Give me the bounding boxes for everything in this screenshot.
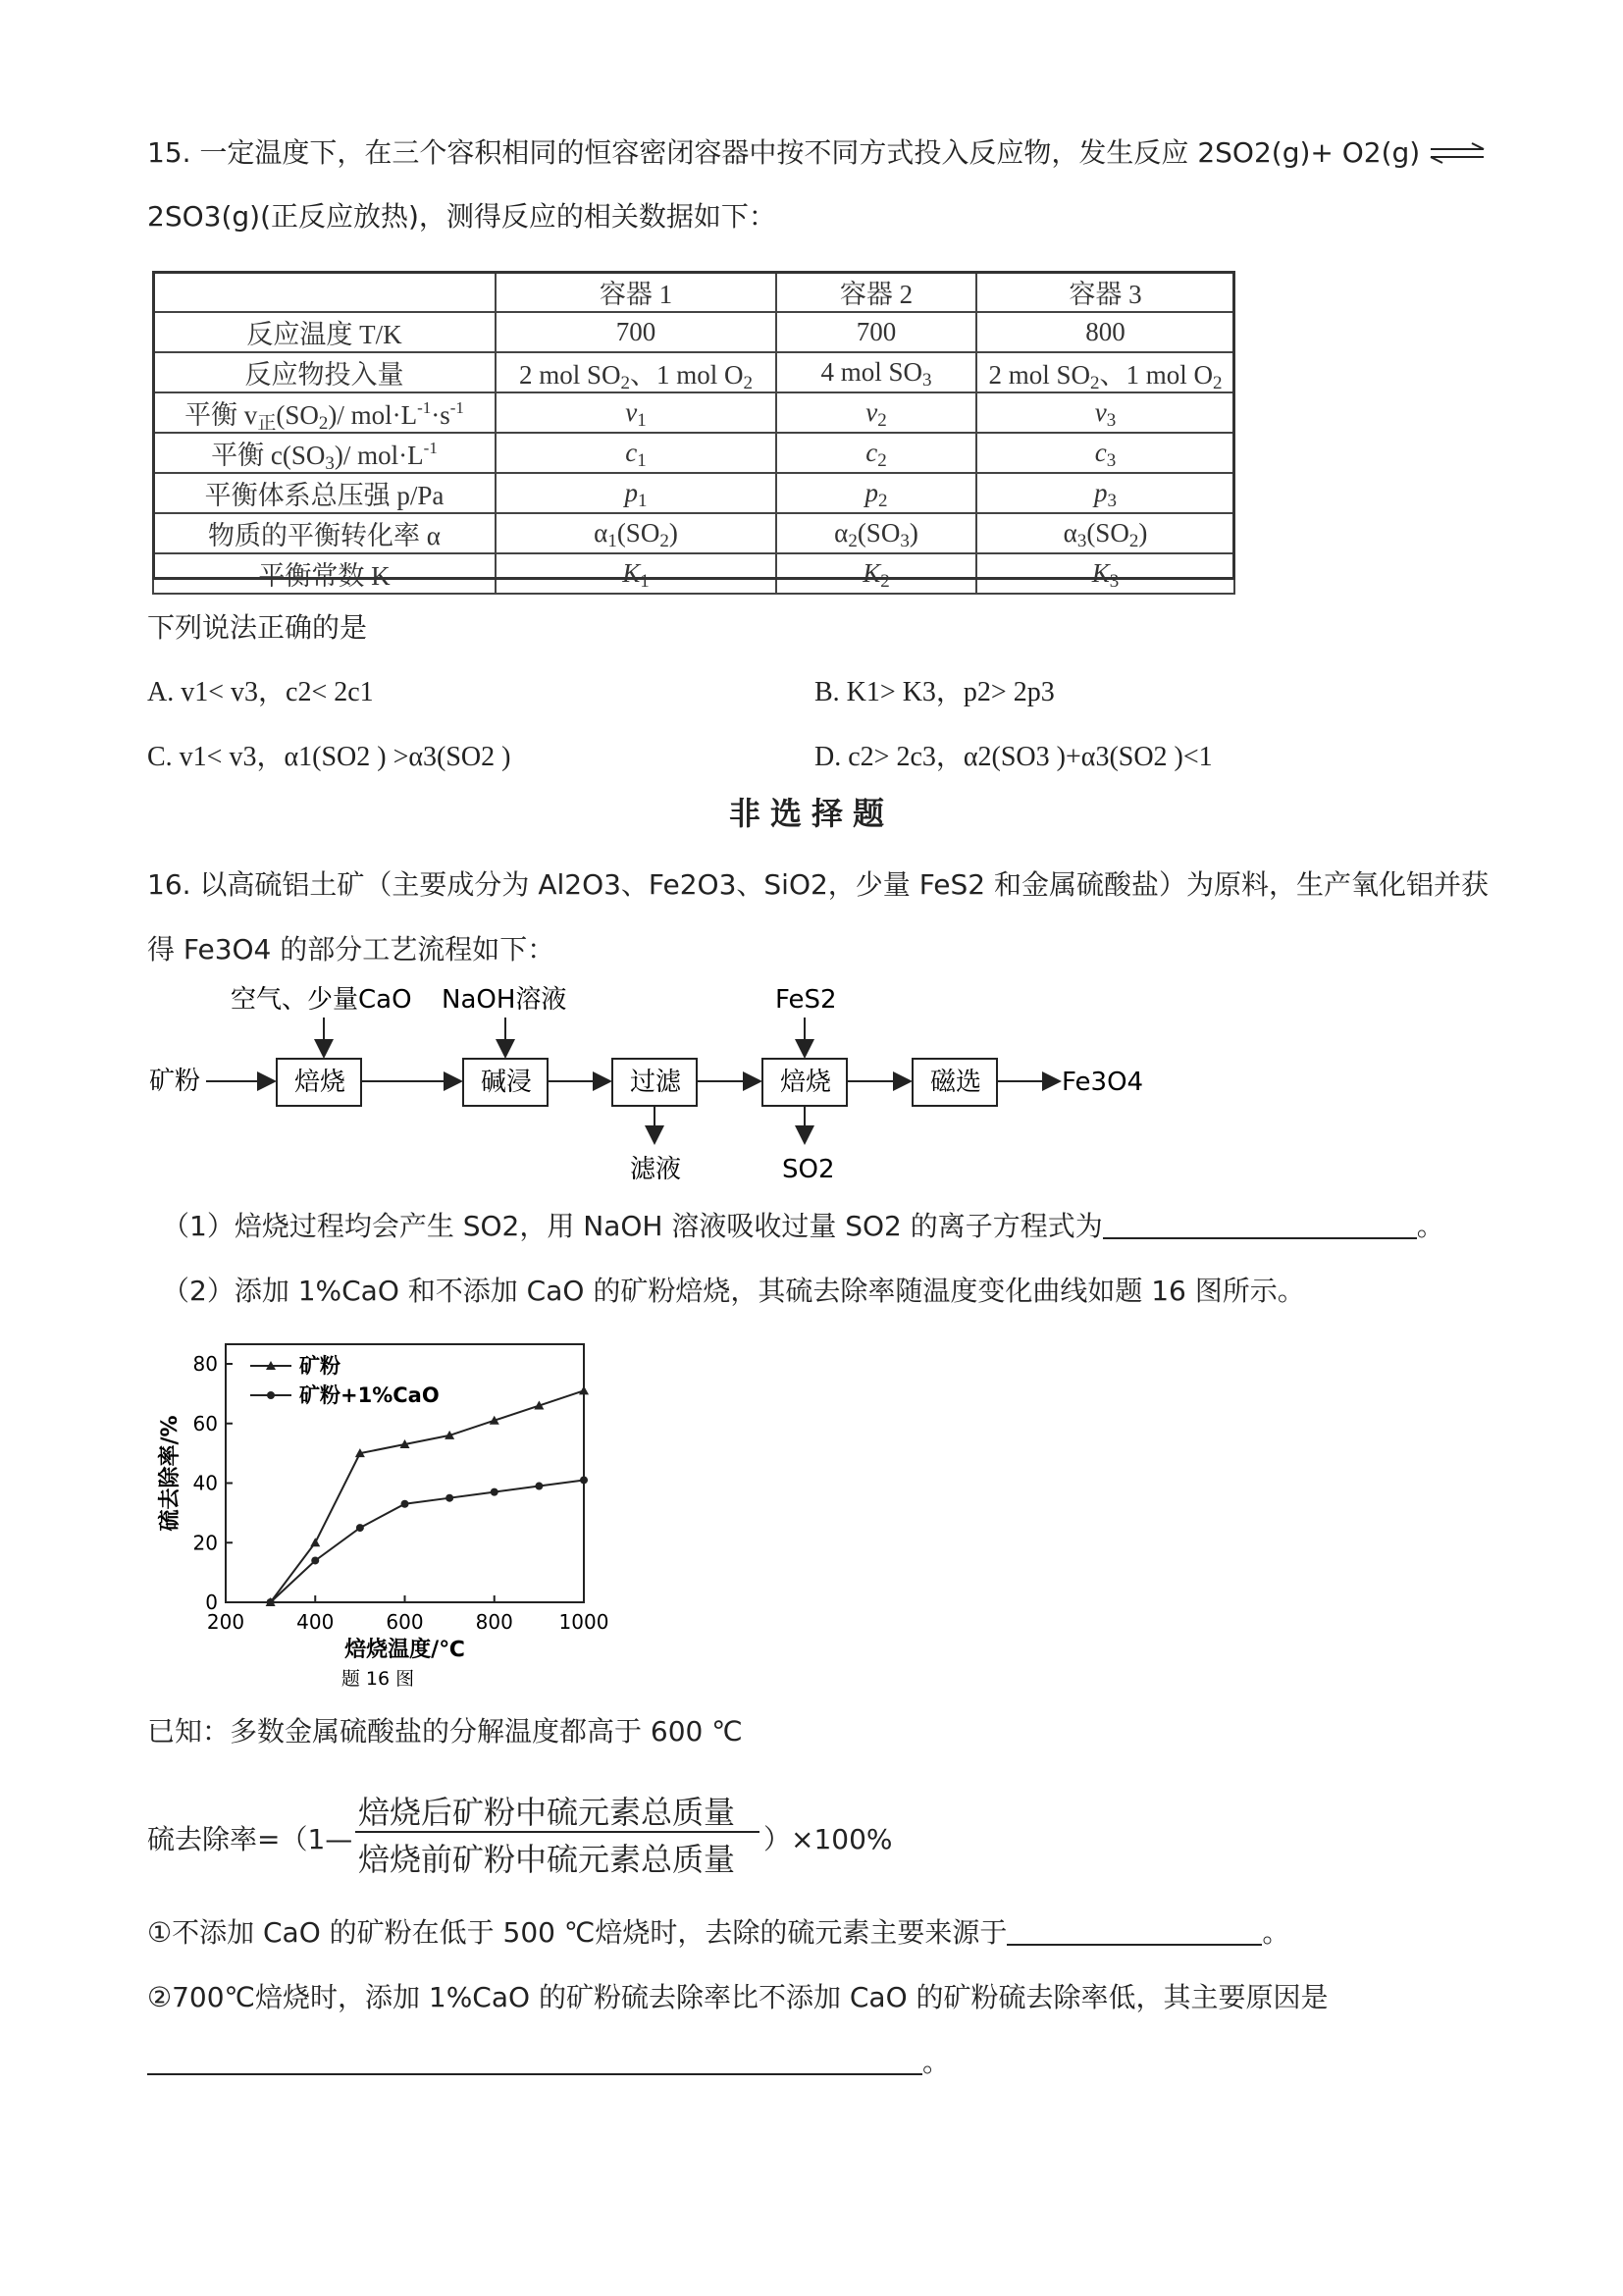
- table-cell: $p_2$: [776, 473, 976, 513]
- q16-known: 已知：多数金属硫酸盐的分解温度都高于 600 ℃: [147, 1715, 743, 1748]
- table-cell: $v_3$: [976, 392, 1234, 433]
- table-row-label: 反应温度 T/K: [153, 312, 496, 352]
- flow-box-filter-label: 过滤: [630, 1068, 682, 1097]
- table-row: [153, 553, 1234, 594]
- data-point: [310, 1538, 320, 1546]
- answer-blank[interactable]: [1007, 1916, 1262, 1946]
- table-cell: $p_3$: [976, 473, 1234, 513]
- answer-blank[interactable]: [147, 2046, 922, 2075]
- series-line: [271, 1390, 584, 1602]
- option-a: A. v1< v3，c2< 2c1: [147, 677, 374, 707]
- table-cell: $K_1$: [496, 553, 776, 594]
- table-row: [153, 513, 1234, 553]
- x-tick-label: 800: [475, 1610, 513, 1634]
- q16-sub1-text: ①不添加 CaO 的矿粉在低于 500 ℃焙烧时，去除的硫元素主要来源于: [147, 1916, 1008, 1949]
- table-row: [153, 272, 1234, 312]
- x-tick-label: 200: [206, 1610, 245, 1634]
- x-axis-label: 焙烧温度/℃: [344, 1638, 465, 1662]
- formula-denominator: 焙烧前矿粉中硫元素总质量: [358, 1841, 736, 1878]
- option-d: D. c2> 2c3，α2(SO3 )+α3(SO2 )<1: [814, 742, 1213, 772]
- y-axis-label: 硫去除率/%: [158, 1415, 183, 1532]
- table-cell: 2 mol $SO_2$、1 mol $O_2$: [976, 352, 1234, 392]
- q16-sub1: ①不添加 CaO 的矿粉在低于 500 ℃焙烧时，去除的硫元素主要来源于 。: [147, 1916, 1290, 1949]
- flow-box-magnetic-label: 磁选: [930, 1068, 982, 1097]
- q16-intro-2: 得 Fe3O4 的部分工艺流程如下：: [147, 933, 555, 965]
- table-header: 容器 3: [976, 272, 1234, 312]
- equilibrium-arrow-icon: [1429, 142, 1488, 164]
- flow-input-air-cao: 空气、少量CaO: [231, 985, 412, 1015]
- formula-numerator: 焙烧后矿粉中硫元素总质量: [358, 1794, 736, 1831]
- flow-box-alkali-leach-label: 碱浸: [481, 1068, 533, 1097]
- sulfur-removal-chart: [147, 1330, 609, 1707]
- data-point: [356, 1524, 364, 1532]
- y-tick-label: 80: [192, 1352, 218, 1376]
- table-row-label: 物质的平衡转化率 α: [153, 513, 496, 553]
- flow-end-fe3o4: Fe3O4: [1062, 1068, 1144, 1097]
- legend-label: 矿粉: [299, 1354, 340, 1378]
- data-point: [401, 1500, 409, 1508]
- table-cell: 4 mol $SO_3$: [776, 352, 976, 392]
- flow-output-so2: SO2: [782, 1155, 835, 1184]
- table-row: [153, 352, 1234, 392]
- table-row-label: 平衡 $c(SO_3)/$ $mol\cdot L^{-1}$: [153, 433, 496, 473]
- answer-blank[interactable]: [1103, 1210, 1417, 1239]
- table-header-empty: [153, 272, 496, 312]
- x-tick-label: 400: [296, 1610, 335, 1634]
- table-cell: $\alpha_3(SO_2)$: [976, 513, 1234, 553]
- q15-prompt: 下列说法正确的是: [147, 611, 368, 644]
- q16-sub2: ②700℃焙烧时，添加 1%CaO 的矿粉硫去除率比不添加 CaO 的矿粉硫去除率低，其主要原因是: [147, 1981, 1329, 2013]
- section-title: 非选择题: [728, 795, 894, 832]
- table-row-label: 平衡常数 K: [153, 553, 496, 594]
- table-header: 容器 1: [496, 272, 776, 312]
- table-row-label: 反应物投入量: [153, 352, 496, 392]
- formula-rhs: ）×100%: [763, 1823, 893, 1855]
- table-cell: $c_3$: [976, 433, 1234, 473]
- q16-intro-1: 16. 以高硫铝土矿（主要成分为 Al2O3、Fe2O3、SiO2，少量 FeS2 和金属硫酸盐）为原料，生产氧化铝并获: [147, 868, 1490, 901]
- series-line: [271, 1480, 584, 1602]
- table-row-label: 平衡 $v_正(SO_2)/$ $mol\cdot L^{-1}\cdot s^{-1}$: [153, 392, 496, 433]
- q16-part1-text: （1）焙烧过程均会产生 SO2，用 NaOH 溶液吸收过量 SO2 的离子方程式为: [162, 1210, 1103, 1242]
- table-cell: 700: [776, 312, 976, 352]
- q15-text-1: 15. 一定温度下，在三个容积相同的恒容密闭容器中按不同方式投入反应物，发生反应 2SO2(g)+ O2(g): [147, 136, 1421, 169]
- data-point: [535, 1483, 543, 1490]
- formula-lhs: 硫去除率=（1—: [147, 1823, 353, 1855]
- table-cell: 2 mol $SO_2$、1 mol $O_2$: [496, 352, 776, 392]
- table-row: [153, 312, 1234, 352]
- table-cell: $K_3$: [976, 553, 1234, 594]
- q16-part2: （2）添加 1%CaO 和不添加 CaO 的矿粉焙烧，其硫去除率随温度变化曲线如题 16 图所示。: [162, 1275, 1305, 1307]
- flow-start-ore: 矿粉: [149, 1067, 201, 1096]
- q15-line2: 2SO3(g)(正反应放热)，测得反应的相关数据如下：: [147, 200, 776, 233]
- legend-label: 矿粉+1%CaO: [299, 1383, 440, 1407]
- flow-output-filtrate: 滤液: [630, 1155, 682, 1184]
- table-cell: 700: [496, 312, 776, 352]
- flow-box-roast-1-label: 焙烧: [294, 1068, 346, 1097]
- table-row: [153, 433, 1234, 473]
- table-cell: $v_2$: [776, 392, 976, 433]
- q15-line1: [147, 133, 1488, 173]
- table-cell: $\alpha_1(SO_2)$: [496, 513, 776, 553]
- legend-marker: [267, 1391, 275, 1399]
- flow-input-naoh: NaOH溶液: [442, 985, 567, 1015]
- table-row: [153, 473, 1234, 513]
- y-tick-label: 40: [192, 1471, 218, 1495]
- table-cell: $K_2$: [776, 553, 976, 594]
- reaction-data-table: [152, 271, 1235, 595]
- data-point: [311, 1556, 319, 1564]
- table-cell: $\alpha_2(SO_3)$: [776, 513, 976, 553]
- table-cell: $v_1$: [496, 392, 776, 433]
- data-point: [580, 1476, 588, 1484]
- table-cell: $c_2$: [776, 433, 976, 473]
- table-cell: $p_1$: [496, 473, 776, 513]
- flow-input-fes2: FeS2: [775, 985, 837, 1015]
- table-header: 容器 2: [776, 272, 976, 312]
- data-point: [445, 1494, 453, 1502]
- y-tick-label: 20: [192, 1531, 218, 1555]
- table-row-label: 平衡体系总压强 p/Pa: [153, 473, 496, 513]
- y-tick-label: 0: [205, 1591, 218, 1614]
- x-tick-label: 600: [386, 1610, 424, 1634]
- fraction-bar: [355, 1831, 759, 1833]
- process-flow-diagram: [137, 976, 1178, 1197]
- q16-part1: （1）焙烧过程均会产生 SO2，用 NaOH 溶液吸收过量 SO2 的离子方程式为 。: [162, 1210, 1444, 1242]
- x-tick-label: 1000: [558, 1610, 609, 1634]
- option-b: B. K1> K3，p2> 2p3: [814, 677, 1055, 707]
- flow-box-roast-2-label: 焙烧: [780, 1068, 832, 1097]
- data-point: [491, 1488, 498, 1496]
- table-row: [153, 392, 1234, 433]
- table-cell: $c_1$: [496, 433, 776, 473]
- data-point: [267, 1598, 275, 1606]
- chart-caption: 题 16 图: [340, 1668, 415, 1690]
- q16-sub2-answer: 。: [147, 2043, 950, 2082]
- table-cell: 800: [976, 312, 1234, 352]
- option-c: C. v1< v3，α1(SO2 ) >α3(SO2 ): [147, 742, 511, 772]
- data-point: [579, 1385, 589, 1394]
- y-tick-label: 60: [192, 1411, 218, 1435]
